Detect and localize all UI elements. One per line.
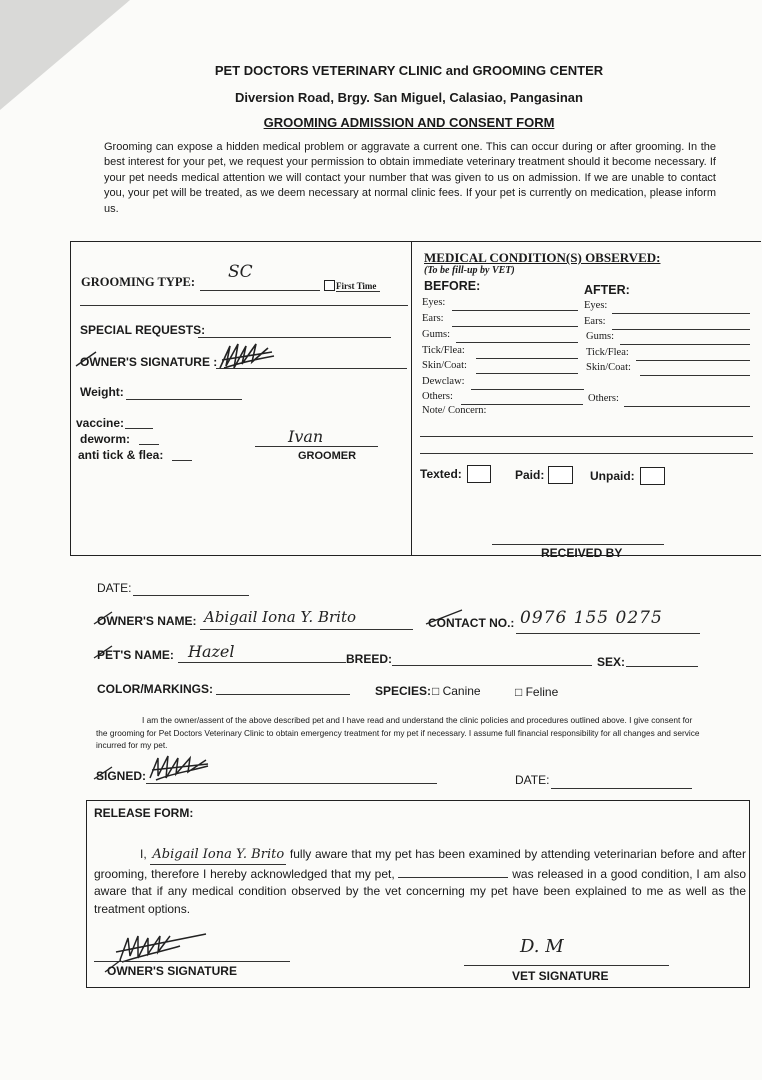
release-prefix: I,	[140, 847, 147, 861]
contact-value[interactable]: 0976 155 0275	[520, 608, 663, 628]
after-tickflea-label: Tick/Flea:	[586, 347, 629, 358]
after-eyes-label: Eyes:	[584, 300, 608, 311]
owner-name-label: OWNER'S NAME:	[97, 614, 197, 628]
grooming-type-value[interactable]: SC	[228, 262, 253, 282]
date-line[interactable]	[133, 595, 249, 596]
owner-signature-scribble	[216, 338, 278, 374]
first-time-checkbox[interactable]	[324, 280, 335, 291]
after-label: AFTER:	[584, 283, 630, 297]
paid-checkbox[interactable]	[548, 466, 573, 484]
release-owner-signature-line[interactable]	[94, 961, 290, 962]
after-eyes-line[interactable]	[612, 313, 750, 314]
before-label: BEFORE:	[424, 279, 481, 293]
deworm-label: deworm:	[80, 432, 131, 446]
after-tickflea-line[interactable]	[636, 360, 750, 361]
after-others-line[interactable]	[624, 406, 750, 407]
contact-label: CONTACT NO.:	[428, 616, 515, 630]
owner-signature-checkmark	[74, 350, 98, 368]
pet-name-checkmark	[92, 644, 114, 660]
release-owner-signature-label: OWNER'S SIGNATURE	[107, 964, 237, 978]
received-by-line[interactable]	[492, 544, 664, 545]
before-tickflea-label: Tick/Flea:	[422, 345, 465, 356]
release-owner-checkmark	[103, 958, 123, 974]
unpaid-checkbox[interactable]	[640, 467, 665, 485]
vaccine-label: vaccine:	[76, 416, 125, 430]
signed-date-label: DATE:	[515, 773, 550, 787]
texted-checkbox[interactable]	[467, 465, 491, 483]
vet-signature-line	[464, 965, 669, 966]
note-concern-label: Note/ Concern:	[422, 405, 487, 416]
owner-name-checkmark	[92, 610, 114, 626]
before-skincoat-line[interactable]	[476, 373, 578, 374]
clinic-name: PET DOCTORS VETERINARY CLINIC and GROOMING CENTER	[214, 63, 604, 78]
special-requests-label: SPECIAL REQUESTS:	[80, 323, 206, 337]
note-line-1[interactable]	[420, 436, 753, 437]
signed-label: SIGNED:	[96, 769, 147, 783]
before-eyes-line[interactable]	[452, 310, 578, 311]
release-title: RELEASE FORM:	[94, 806, 194, 820]
color-markings-line[interactable]	[216, 694, 350, 695]
weight-label: Weight:	[80, 385, 124, 399]
before-skincoat-label: Skin/Coat:	[422, 360, 467, 371]
pet-name-line	[178, 662, 346, 663]
contact-line	[516, 633, 700, 634]
after-ears-label: Ears:	[584, 316, 606, 327]
color-markings-label: COLOR/MARKINGS:	[97, 682, 213, 696]
release-text-2: was released in a good condition, I am also aware that if any medical condition observed by the vet concerning my pet have been explained to me as well as the treatment options.	[94, 866, 747, 916]
before-gums-label: Gums:	[422, 329, 451, 340]
groomer-label: GROOMER	[298, 450, 357, 462]
contact-checkmark	[424, 608, 464, 626]
medical-title: MEDICAL CONDITION(S) OBSERVED:	[424, 250, 661, 265]
clinic-address: Diversion Road, Brgy. San Miguel, Calasiao, Pangasinan	[235, 90, 583, 105]
before-dewclaw-label: Dewclaw:	[422, 376, 465, 387]
anti-tick-label: anti tick & flea:	[78, 448, 164, 462]
release-owner-signature-scribble	[110, 926, 210, 966]
after-gums-line[interactable]	[620, 344, 750, 345]
before-eyes-label: Eyes:	[422, 297, 446, 308]
consent-text: I am the owner/assent of the above described pet and I have read and understand the clinic policies and procedures outlined above. I give consent for the grooming for Pet Doctors Veterinary Clinic to obtain emergency treatment for my pet if necessary. I assume full financial responsibility for all changes and service incurred for my pet.	[96, 715, 700, 750]
deworm-line[interactable]	[139, 444, 159, 445]
before-gums-line[interactable]	[456, 342, 578, 343]
grooming-type-line	[200, 290, 320, 291]
anti-tick-line[interactable]	[172, 460, 192, 461]
before-tickflea-line[interactable]	[476, 358, 578, 359]
release-text	[94, 846, 746, 918]
sex-line[interactable]	[626, 666, 698, 667]
release-name-field[interactable]	[150, 846, 286, 865]
vaccine-line[interactable]	[125, 428, 153, 429]
after-ears-line[interactable]	[612, 329, 750, 330]
signed-checkmark	[92, 765, 114, 781]
species-label: SPECIES:	[375, 684, 432, 698]
species-feline-option[interactable]: □ Feline	[515, 685, 559, 699]
breed-line[interactable]	[392, 665, 592, 666]
before-dewclaw-line[interactable]	[471, 389, 584, 390]
first-time-label: First Time	[336, 281, 377, 291]
after-gums-label: Gums:	[586, 331, 615, 342]
first-time-underline	[336, 291, 380, 292]
pet-name-label: PET'S NAME:	[97, 648, 174, 662]
intro-text: Grooming can expose a hidden medical problem or aggravate a current one. This can occur during or after grooming. In the best interest for your pet, we request your permission to obtain immediate veterinary treatment should it become necessary. If your pet needs medical attention we will contact your number that was given to us on admission. If we are unable to contact you, your pet will be treated, as we deem necessary at normal clinic fees. If your pet is currently on medication, please inform us.	[104, 141, 716, 215]
weight-line[interactable]	[126, 399, 242, 400]
breed-label: BREED:	[346, 652, 393, 666]
medical-subtitle: (To be fill-up by VET)	[424, 265, 515, 276]
received-by-label: RECEIVED BY	[541, 546, 623, 560]
after-skincoat-label: Skin/Coat:	[586, 362, 631, 373]
form-title: GROOMING ADMISSION AND CONSENT FORM	[263, 115, 555, 130]
species-canine-option[interactable]: □ Canine	[432, 684, 481, 698]
after-skincoat-line[interactable]	[640, 375, 750, 376]
grooming-type-label: GROOMING TYPE:	[81, 275, 196, 289]
note-line-2[interactable]	[420, 453, 753, 454]
owner-signature-label: OWNER'S SIGNATURE :	[80, 355, 218, 369]
owner-name-value[interactable]: Abigail Iona Y. Brito	[204, 608, 357, 626]
signed-date-line[interactable]	[551, 788, 692, 789]
before-ears-line[interactable]	[452, 326, 578, 327]
release-pet-name-line[interactable]	[398, 865, 508, 878]
release-text-1: fully aware that my pet has been examined by attending veterinarian before and after grooming, therefore I hereby acknowledged that my pet,	[94, 847, 746, 881]
groomer-value[interactable]: Ivan	[288, 427, 324, 446]
before-others-label: Others:	[422, 391, 453, 402]
paid-label: Paid:	[515, 468, 545, 482]
owner-name-line	[200, 629, 413, 630]
blank-line	[80, 305, 408, 306]
unpaid-label: Unpaid:	[590, 469, 635, 483]
vet-signature-label: VET SIGNATURE	[512, 969, 609, 983]
pet-name-value[interactable]: Hazel	[188, 642, 235, 661]
date-label: DATE:	[97, 581, 132, 595]
vet-signature-value[interactable]: D. M	[520, 936, 564, 957]
groomer-line	[255, 446, 378, 447]
texted-label: Texted:	[420, 467, 462, 481]
signed-signature-scribble	[146, 752, 212, 784]
sex-label: SEX:	[597, 655, 626, 669]
release-name-value: Abigail Iona Y. Brito	[152, 847, 285, 862]
before-ears-label: Ears:	[422, 313, 444, 324]
after-others-label: Others:	[588, 393, 619, 404]
box-divider	[411, 241, 412, 556]
